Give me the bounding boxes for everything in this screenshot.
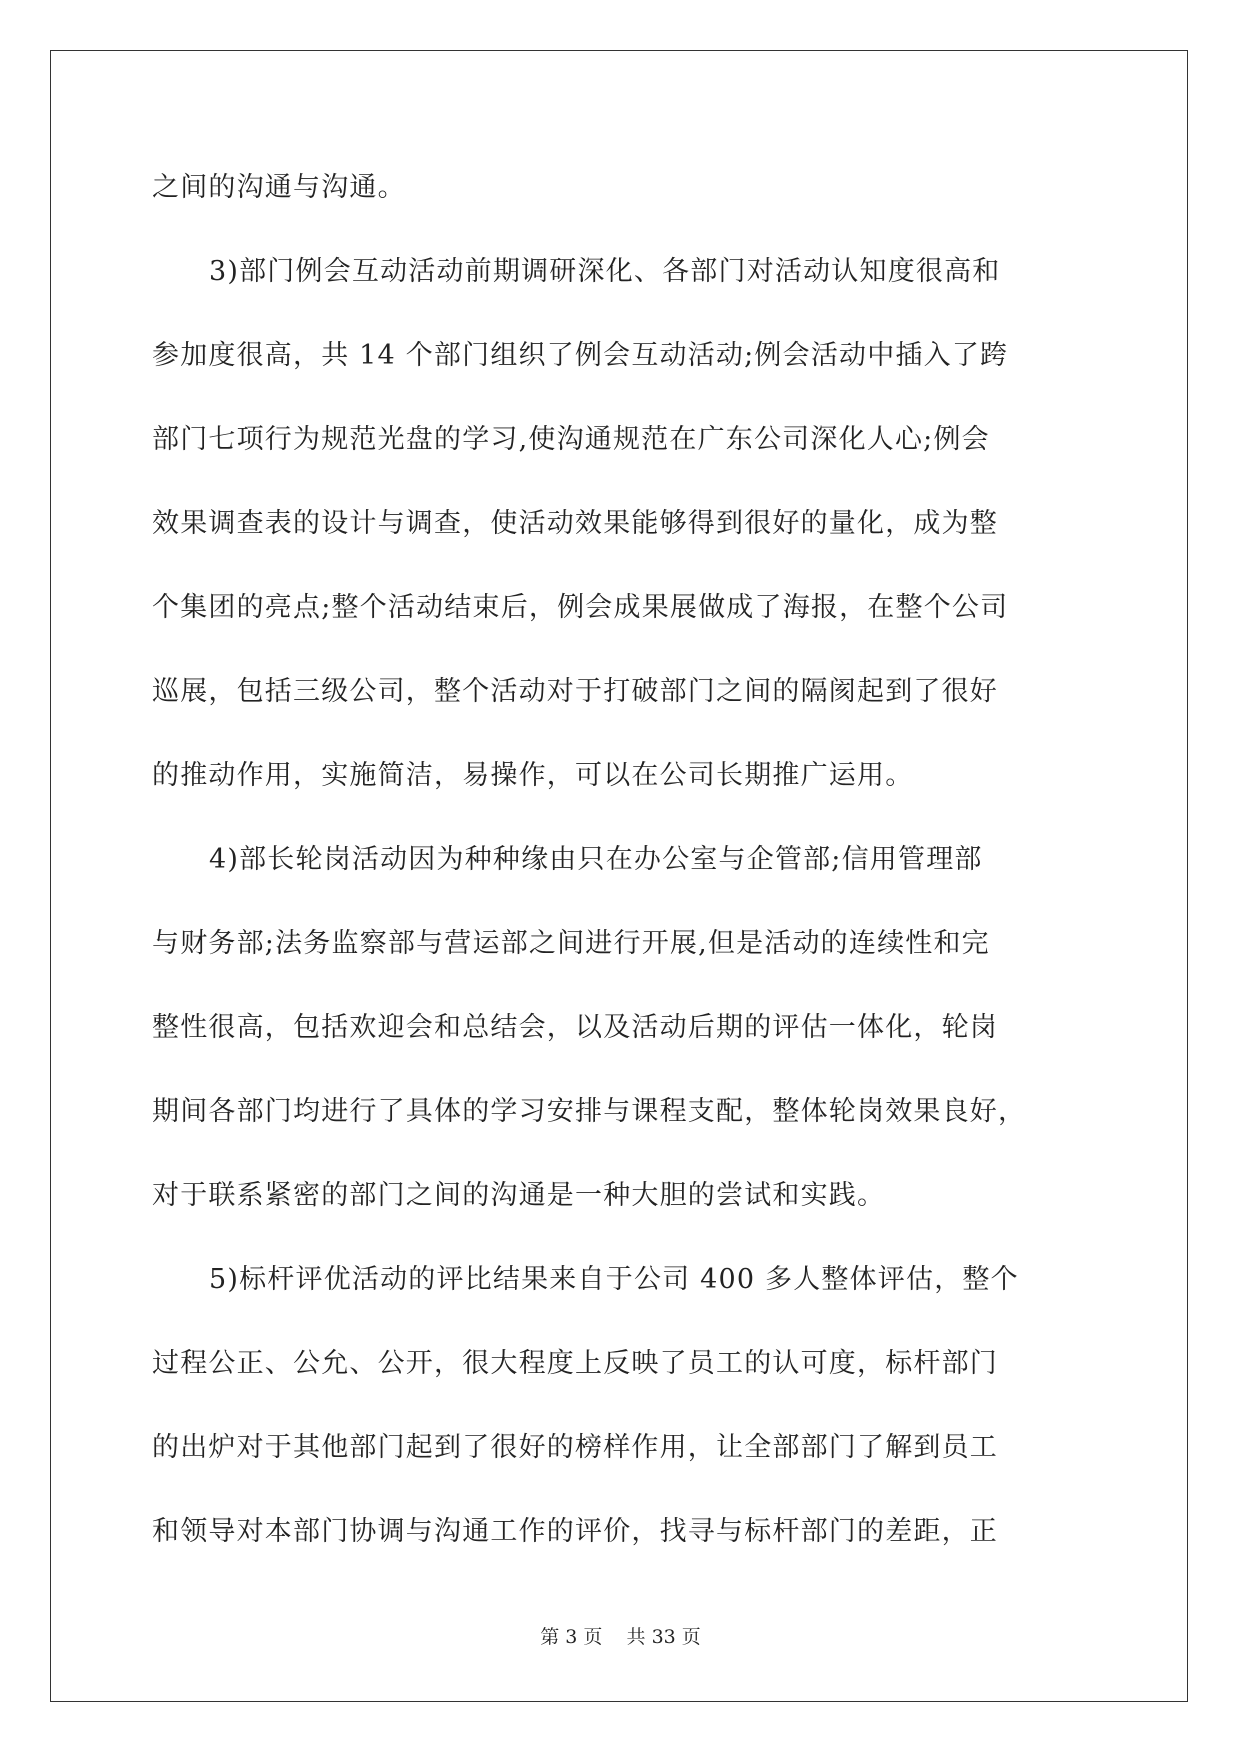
text-line: 5)标杆评优活动的评比结果来自于公司 400 多人整体评估，整个 <box>209 1264 1019 1295</box>
text-line: 过程公正、公允、公开，很大程度上反映了员工的认可度，标杆部门 <box>152 1348 998 1379</box>
text-line: 效果调查表的设计与调查，使活动效果能够得到很好的量化，成为整 <box>152 508 998 539</box>
text-line: 之间的沟通与沟通。 <box>152 172 406 203</box>
text-line: 与财务部;法务监察部与营运部之间进行开展,但是活动的连续性和完 <box>152 928 990 959</box>
text-line: 3)部门例会互动活动前期调研深化、各部门对活动认知度很高和 <box>209 256 1001 287</box>
text-line: 的出炉对于其他部门起到了很好的榜样作用，让全部部门了解到员工 <box>152 1432 998 1463</box>
text-line: 4)部长轮岗活动因为种种缘由只在办公室与企管部;信用管理部 <box>209 844 983 875</box>
page-number: 第 3 页 共 33 页 <box>540 1626 701 1648</box>
text-line: 参加度很高，共 14 个部门组织了例会互动活动;例会活动中插入了跨 <box>152 340 1009 371</box>
text-line: 巡展，包括三级公司，整个活动对于打破部门之间的隔阂起到了很好 <box>152 676 998 707</box>
text-line: 部门七项行为规范光盘的学习,使沟通规范在广东公司深化人心;例会 <box>152 424 990 455</box>
text-line: 个集团的亮点;整个活动结束后，例会成果展做成了海报，在整个公司 <box>152 592 1009 623</box>
text-line: 对于联系紧密的部门之间的沟通是一种大胆的尝试和实践。 <box>152 1180 886 1211</box>
text-line: 的推动作用，实施简洁，易操作，可以在公司长期推广运用。 <box>152 760 914 791</box>
text-line: 和领导对本部门协调与沟通工作的评价，找寻与标杆部门的差距，正 <box>152 1516 998 1547</box>
text-line: 整性很高，包括欢迎会和总结会，以及活动后期的评估一体化，轮岗 <box>152 1012 998 1043</box>
text-line: 期间各部门均进行了具体的学习安排与课程支配，整体轮岗效果良好， <box>152 1096 1027 1127</box>
